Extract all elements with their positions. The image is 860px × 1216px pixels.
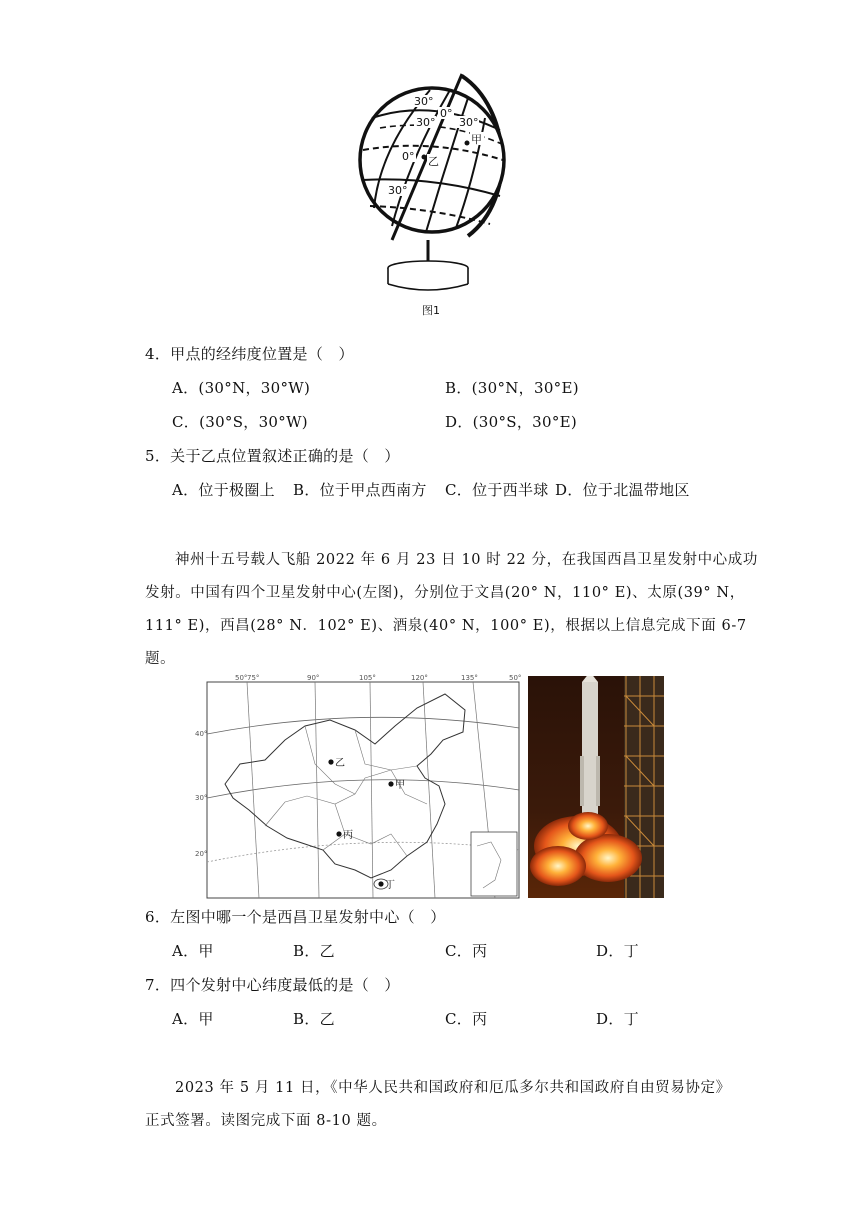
label-lon30-right: 30°	[459, 116, 479, 129]
q6-option-c[interactable]: C．丙	[445, 942, 488, 960]
site-jia-marker	[388, 781, 393, 786]
lon-edge-left: 50°	[235, 674, 248, 682]
passage1-line3: 111° E)，西昌(28° N．102° E)、酒泉(40° N，100° E)，根据以上信息完成下面 6-7	[145, 618, 747, 634]
lon-tick-135: 135°	[461, 674, 478, 682]
q7-option-d[interactable]: D．丁	[596, 1010, 639, 1028]
q7-option-c[interactable]: C．丙	[445, 1010, 488, 1028]
site-ding-marker	[378, 881, 383, 886]
lon-tick-90: 90°	[307, 674, 320, 682]
site-yi-label: 乙	[335, 758, 345, 769]
site-yi-marker	[328, 759, 333, 764]
lon-tick-120: 120°	[411, 674, 428, 682]
q7-stem: 7．四个发射中心纬度最低的是（ ）	[145, 976, 400, 994]
q6-option-b[interactable]: B．乙	[293, 942, 335, 960]
label-lat30-top: 30°	[414, 95, 434, 108]
q4-option-c[interactable]: C．(30°S，30°W)	[172, 413, 308, 431]
label-lat30-mid: 30°	[416, 116, 436, 129]
passage1-line2: 发射。中国有四个卫星发射中心(左图)，分别位于文昌(20° N，110° E)、太原(39° N，	[145, 585, 745, 601]
label-lon0-top: 0°	[440, 107, 453, 120]
site-jia-label: 甲	[395, 780, 405, 791]
lon-edge-right: 50°	[509, 674, 522, 682]
passage1-line4: 题。	[145, 651, 176, 667]
q4-option-b[interactable]: B．(30°N，30°E)	[445, 379, 579, 397]
label-point-yi: 乙	[428, 155, 439, 168]
q4-stem: 4．甲点的经纬度位置是（ ）	[145, 345, 354, 363]
figure1-caption: 图1	[422, 304, 440, 317]
china-map	[195, 674, 523, 900]
q5-option-d[interactable]: D．位于北温带地区	[555, 481, 690, 499]
q5-option-a[interactable]: A．位于极圈上	[172, 481, 275, 499]
rocket-launch-photo	[528, 676, 664, 898]
site-bing-marker	[336, 831, 341, 836]
q5-stem: 5．关于乙点位置叙述正确的是（ ）	[145, 447, 400, 465]
site-bing-label: 丙	[343, 830, 353, 841]
site-ding-label: 丁	[385, 880, 395, 891]
q5-option-b[interactable]: B．位于甲点西南方	[293, 481, 427, 499]
lon-tick-105: 105°	[359, 674, 376, 682]
label-lat30-bottom: 30°	[388, 184, 408, 197]
point-yi-marker	[422, 155, 427, 160]
q7-option-b[interactable]: B．乙	[293, 1010, 335, 1028]
passage2-line1: 2023 年 5 月 11 日，《中华人民共和国政府和厄瓜多尔共和国政府自由贸易协定》	[175, 1080, 731, 1096]
label-equator0: 0°	[402, 150, 415, 163]
q4-option-a[interactable]: A．(30°N，30°W)	[172, 379, 311, 397]
passage2-line2: 正式签署。读图完成下面 8-10 题。	[145, 1113, 387, 1129]
q7-option-a[interactable]: A．甲	[172, 1010, 214, 1028]
lat-tick-30: 30°	[195, 794, 208, 802]
point-jia-marker	[465, 141, 470, 146]
q5-option-c[interactable]: C．位于西半球	[445, 481, 549, 499]
q4-option-d[interactable]: D．(30°S，30°E)	[445, 413, 578, 431]
globe-figure	[350, 68, 520, 300]
lat-tick-20: 20°	[195, 850, 208, 858]
q6-stem: 6．左图中哪一个是西昌卫星发射中心（ ）	[145, 908, 446, 926]
label-point-jia: 甲	[471, 133, 482, 146]
passage1-line1: 神州十五号载人飞船 2022 年 6 月 23 日 10 时 22 分，在我国西昌卫星发射中心成功	[175, 552, 758, 568]
lat-tick-40: 40°	[195, 730, 208, 738]
q6-option-d[interactable]: D．丁	[596, 942, 639, 960]
lon-tick-75: 75°	[247, 674, 260, 682]
q6-option-a[interactable]: A．甲	[172, 942, 214, 960]
